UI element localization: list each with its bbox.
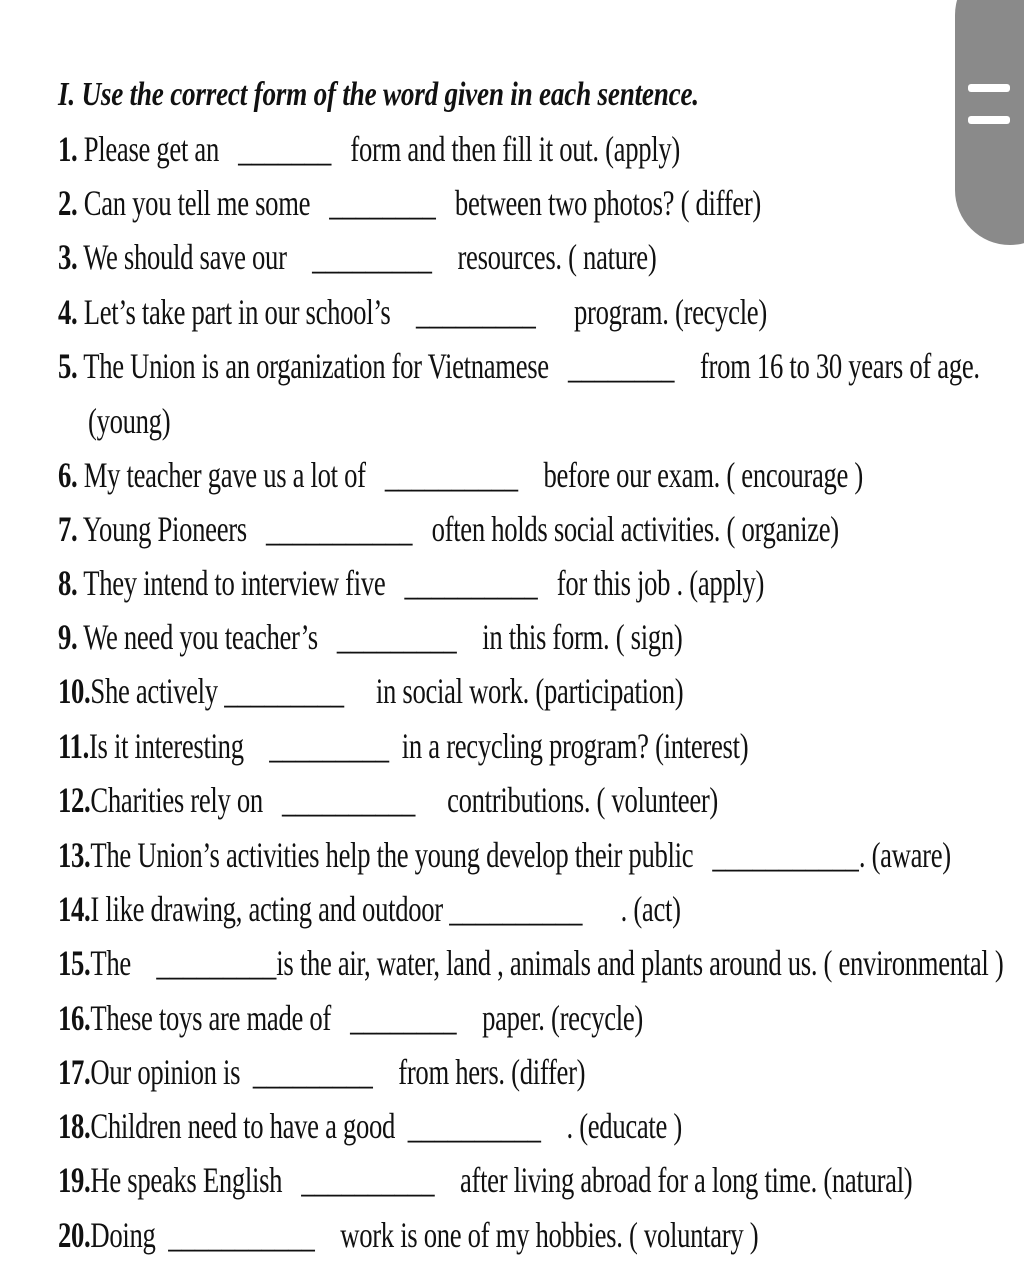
sentence-11: 11.Is it interesting _________ in a recycling program? (interest) — [58, 726, 749, 766]
sentence-12: 12.Charities rely on __________ contributions. ( volunteer) — [58, 780, 719, 820]
answer-blank: __________ — [384, 455, 519, 495]
sentence-18: 18.Children need to have a good __________ . (educate ) — [58, 1106, 682, 1146]
sentence-6: 6. My teacher gave us a lot of __________ before our exam. ( encourage ) — [58, 455, 864, 495]
sentence-5: 5. The Union is an organization for Vietnamese ________ from 16 to 30 years of age. — [58, 346, 980, 386]
sentence-7: 7. Young Pioneers ___________ often holds social activities. ( organize) — [58, 509, 839, 549]
answer-blank: ________ — [350, 998, 457, 1038]
answer-blank: _________ — [336, 617, 457, 657]
sentence-15: 15.The _________is the air, water, land , animals and plants around us. ( environmental ) — [58, 943, 1004, 983]
sentence-4: 4. Let’s take part in our school’s _________ program. (recycle) — [58, 292, 767, 332]
answer-blank: _________ — [224, 671, 345, 711]
sentence-13: 13.The Union’s activities help the young develop their public ___________. (aware) — [58, 835, 951, 875]
sentence-8: 8. They intend to interview five __________ for this job . (apply) — [58, 563, 765, 603]
answer-blank: ___________ — [265, 509, 413, 549]
sentence-5-continuation: (young) — [88, 401, 171, 441]
answer-blank: _________ — [415, 292, 536, 332]
side-panel-handle[interactable] — [955, 0, 1024, 245]
sentence-19: 19.He speaks English __________ after living abroad for a long time. (natural) — [58, 1160, 913, 1200]
answer-blank: __________ — [404, 563, 538, 603]
sentence-17: 17.Our opinion is _________ from hers. (differ) — [58, 1052, 586, 1092]
answer-blank: ________ — [329, 183, 436, 223]
sentence-14: 14.I like drawing, acting and outdoor __________ . (act) — [58, 889, 681, 929]
answer-blank: _________ — [156, 943, 277, 983]
answer-blank: __________ — [407, 1106, 542, 1146]
exercise-heading: I. Use the correct form of the word given in each sentence. — [58, 76, 699, 113]
answer-blank: __________ — [301, 1160, 435, 1200]
answer-blank: __________ — [282, 780, 416, 820]
sentence-10: 10.She actively _________ in social work. (participation) — [58, 671, 684, 711]
sentence-16: 16.These toys are made of ________ paper. (recycle) — [58, 998, 644, 1038]
answer-blank: __________ — [449, 889, 583, 929]
answer-blank: ___________ — [168, 1215, 315, 1255]
answer-blank: _________ — [252, 1052, 373, 1092]
answer-blank: ___________ — [712, 835, 859, 875]
answer-blank: _______ — [238, 129, 332, 169]
answer-blank: _________ — [269, 726, 390, 766]
sentence-3: 3. We should save our _________ resources. ( nature) — [58, 237, 657, 277]
answer-blank: ________ — [567, 346, 675, 386]
sentence-20: 20.Doing ___________ work is one of my hobbies. ( voluntary ) — [58, 1215, 759, 1255]
answer-blank: _________ — [312, 237, 433, 277]
sentence-2: 2. Can you tell me some ________ between two photos? ( differ) — [58, 183, 761, 223]
sentence-1: 1. Please get an _______ form and then fill it out. (apply) — [58, 129, 680, 169]
sentence-9: 9. We need you teacher’s _________ in this form. ( sign) — [58, 617, 683, 657]
